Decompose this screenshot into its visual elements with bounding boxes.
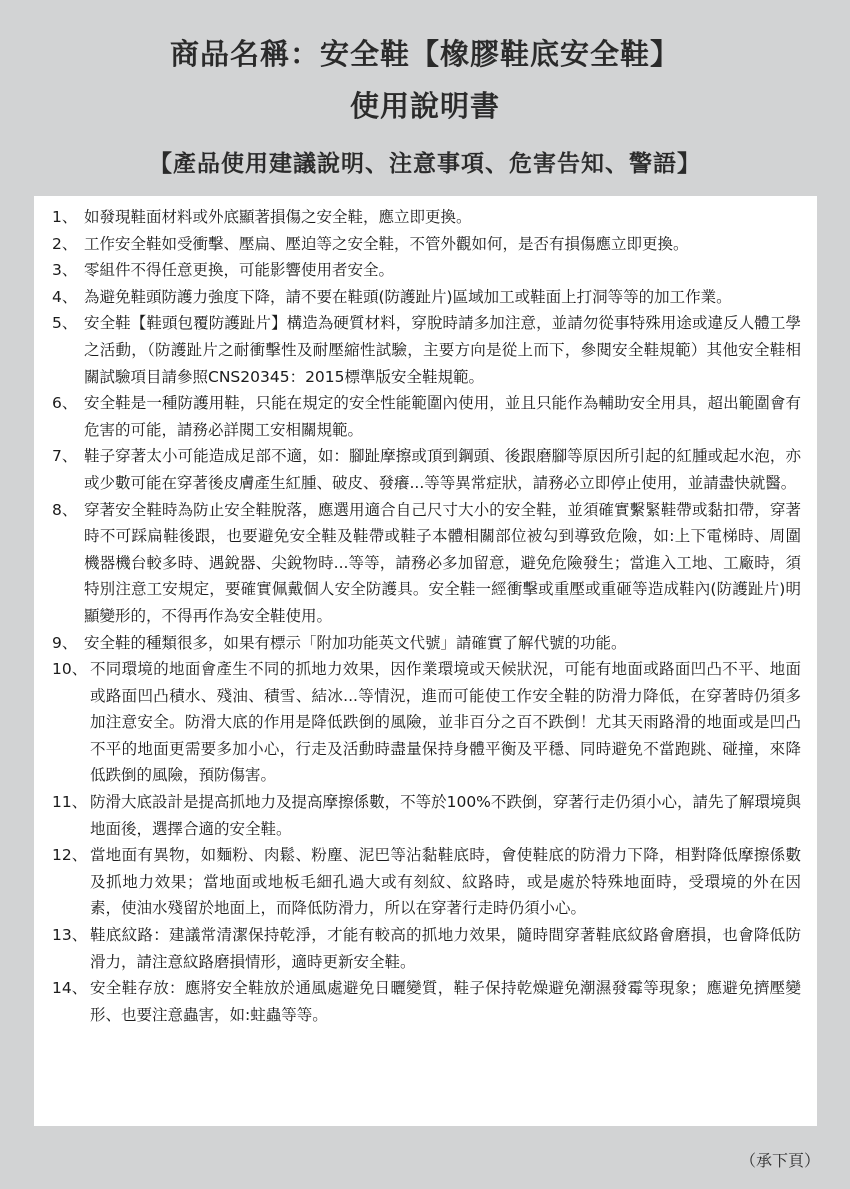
item-number: 4、 bbox=[52, 287, 78, 306]
item-number: 9、 bbox=[52, 633, 78, 652]
item-text: 防滑大底設計是提高抓地力及提高摩擦係數，不等於100%不跌倒，穿著行走仍須小心，請先了解環境與地面後，選擇合適的安全鞋。 bbox=[90, 793, 801, 838]
list-item bbox=[34, 390, 817, 443]
item-number: 6、 bbox=[52, 394, 78, 413]
item-number: 12、 bbox=[52, 846, 88, 865]
list-item bbox=[34, 789, 817, 842]
item-text: 為避免鞋頭防護力強度下降，請不要在鞋頭(防護趾片)區域加工或鞋面上打洞等等的加工作業。 bbox=[84, 287, 732, 306]
item-number: 3、 bbox=[52, 261, 78, 280]
item-number: 10、 bbox=[52, 660, 88, 679]
item-text: 工作安全鞋如受衝擊、壓扁、壓迫等之安全鞋，不管外觀如何，是否有損傷應立即更換。 bbox=[84, 234, 689, 253]
instruction-list bbox=[34, 196, 817, 1028]
continued-next-page-note: （承下頁） bbox=[739, 1151, 820, 1170]
item-text: 安全鞋【鞋頭包覆防護趾片】構造為硬質材料，穿脫時請多加注意，並請勿從事特殊用途或違反人體工學之活動，（防護趾片之耐衝擊性及耐壓縮性試驗，主要方向是從上而下，參閱安全鞋規範）其他安全鞋相關試驗項目請參照CNS20345：2015標準版安全鞋規範。 bbox=[84, 314, 801, 386]
item-text: 安全鞋的種類很多，如果有標示「附加功能英文代號」請確實了解代號的功能。 bbox=[84, 633, 627, 652]
item-text: 安全鞋是一種防護用鞋，只能在規定的安全性能範圍內使用，並且只能作為輔助安全用具，超出範圍會有危害的可能，請務必詳閱工安相關規範。 bbox=[84, 394, 801, 439]
list-item bbox=[34, 497, 817, 630]
item-number: 11、 bbox=[52, 793, 88, 812]
product-name-title: 商品名稱：安全鞋【橡膠鞋底安全鞋】 bbox=[169, 37, 680, 71]
list-item bbox=[34, 257, 817, 284]
list-item bbox=[34, 310, 817, 390]
list-item bbox=[34, 231, 817, 258]
item-text: 鞋子穿著太小可能造成足部不適，如：腳趾摩擦或頂到鋼頭、後跟磨腳等原因所引起的紅腫或起水泡，亦或少數可能在穿著後皮膚產生紅腫、破皮、發癢...等等異常症狀，請務必立即停止使用，並請盡快就醫。 bbox=[84, 447, 801, 492]
list-item bbox=[34, 656, 817, 789]
list-item bbox=[34, 842, 817, 922]
section-heading: 【產品使用建議說明、注意事項、危害告知、警語】 bbox=[149, 151, 701, 177]
manual-title: 使用說明書 bbox=[349, 89, 500, 123]
list-item bbox=[34, 204, 817, 231]
list-item bbox=[34, 284, 817, 311]
item-text: 當地面有異物，如麵粉、肉鬆、粉塵、泥巴等沾黏鞋底時，會使鞋底的防滑力下降，相對降低摩擦係數及抓地力效果；當地面或地板毛細孔過大或有刻紋、紋路時，或是處於特殊地面時，受環境的外在因素，使油水殘留於地面上，而降低防滑力，所以在穿著行走時仍須小心。 bbox=[90, 846, 801, 918]
item-text: 如發現鞋面材料或外底顯著損傷之安全鞋，應立即更換。 bbox=[84, 208, 472, 226]
list-item bbox=[34, 630, 817, 657]
instructions-panel bbox=[34, 196, 817, 1126]
item-number: 5、 bbox=[52, 314, 78, 333]
item-number: 14、 bbox=[52, 979, 88, 998]
item-text: 零組件不得任意更換，可能影響使用者安全。 bbox=[84, 261, 395, 280]
item-number: 7、 bbox=[52, 447, 78, 466]
item-text: 鞋底紋路：建議常清潔保持乾淨，才能有較高的抓地力效果，隨時間穿著鞋底紋路會磨損，也會降低防滑力，請注意紋路磨損情形，適時更新安全鞋。 bbox=[90, 926, 801, 971]
list-item bbox=[34, 975, 817, 1028]
item-text: 不同環境的地面會產生不同的抓地力效果，因作業環境或天候狀況，可能有地面或路面凹凸不平、地面或路面凹凸積水、殘油、積雪、結冰...等情況，進而可能使工作安全鞋的防滑力降低，在穿著時仍須多加注意安全。防滑大底的作用是降低跌倒的風險，並非百分之百不跌倒！尤其天雨路滑的地面或是凹凸不平的地面更需要多加小心，行走及活動時盡量保持身體平衡及平穩、同時避免不當跑跳、碰撞，來降低跌倒的風險，預防傷害。 bbox=[90, 660, 801, 785]
item-text: 安全鞋存放：應將安全鞋放於通風處避免日曬變質，鞋子保持乾燥避免潮濕發霉等現象；應避免擠壓變形、也要注意蟲害，如:蛀蟲等等。 bbox=[90, 979, 801, 1024]
item-text: 穿著安全鞋時為防止安全鞋脫落，應選用適合自己尺寸大小的安全鞋，並須確實繫緊鞋帶或黏扣帶，穿著時不可踩扁鞋後跟，也要避免安全鞋及鞋帶或鞋子本體相關部位被勾到導致危險，如:上下電梯時、周圍機器機台較多時、遇銳器、尖銳物時...等等，請務必多加留意，避免危險發生；當進入工地、工廠時，須特別注意工安規定，要確實佩戴個人安全防護具。安全鞋一經衝擊或重壓或重砸等造成鞋內(防護趾片)明顯變形的，不得再作為安全鞋使用。 bbox=[84, 500, 801, 625]
item-number: 2、 bbox=[52, 234, 78, 253]
item-number: 1、 bbox=[52, 208, 78, 226]
list-item bbox=[34, 443, 817, 496]
item-number: 8、 bbox=[52, 500, 78, 519]
list-item bbox=[34, 922, 817, 975]
item-number: 13、 bbox=[52, 926, 88, 945]
